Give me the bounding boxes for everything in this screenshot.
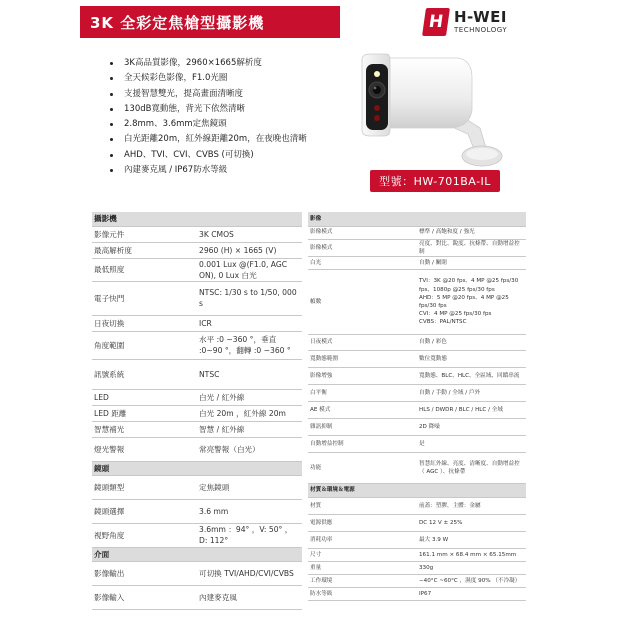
spec-row — [92, 405, 302, 421]
spec-value — [417, 418, 526, 435]
spec-row — [308, 239, 526, 256]
spec-value-line: TVI：3K @20 fps、4 MP @25 fps/30 fps、1080p @25 fps/30 fps — [419, 278, 519, 293]
spec-value — [417, 367, 526, 384]
spec-row — [92, 258, 302, 281]
spec-value: NTSC — [197, 359, 302, 389]
spec-value-line: 2D 降噪 — [419, 423, 440, 430]
spec-value — [417, 226, 526, 239]
spec-label: LED 距離 — [92, 405, 197, 421]
spec-label: 影像輸出 — [92, 561, 197, 585]
spec-label: 影像模式 — [308, 239, 417, 256]
spec-row — [92, 437, 302, 461]
spec-label: 消耗功率 — [308, 531, 417, 548]
feature-item: 130dB寬動態，背光下依然清晰 — [110, 102, 307, 117]
spec-value-line: 自動 / 關閉 — [419, 259, 447, 266]
spec-value: 常亮警報（白光） — [197, 437, 302, 461]
spec-value-line: 最大 3.9 W — [419, 536, 449, 543]
spec-value — [417, 574, 526, 587]
spec-table-left — [92, 212, 302, 610]
spec-value — [417, 587, 526, 600]
spec-row — [308, 334, 526, 350]
spec-value-line: 前蓋：塑膠，主體：金屬 — [419, 502, 481, 509]
logo-name: H-WEI — [454, 8, 507, 26]
spec-value: 白光 / 紅外線 — [197, 389, 302, 405]
spec-label: 材質 — [308, 497, 417, 514]
spec-section-header — [92, 212, 302, 226]
spec-label: 寬動態範圍 — [308, 350, 417, 367]
spec-row — [308, 384, 526, 401]
spec-value — [417, 452, 526, 483]
feature-list — [110, 56, 307, 178]
spec-row — [308, 452, 526, 483]
spec-value — [417, 384, 526, 401]
spec-row — [308, 497, 526, 514]
spec-value — [417, 350, 526, 367]
spec-section-header — [308, 483, 526, 497]
model-badge: 型號：HW-701BA-IL — [370, 170, 500, 192]
feature-item: 內建麥克風 / IP67防水等級 — [110, 163, 307, 178]
spec-value: 2960 (H) × 1665 (V) — [197, 242, 302, 258]
feature-item: 3K高品質影像，2960×1665解析度 — [110, 56, 307, 71]
spec-value: 可切換 TVI/AHD/CVI/CVBS — [197, 561, 302, 585]
spec-row — [92, 242, 302, 258]
spec-label: AE 模式 — [308, 401, 417, 418]
spec-value-line: 亮度、對比、銳度、抗條帶、自動增益控制 — [419, 240, 520, 255]
spec-label: 燈光警報 — [92, 437, 197, 461]
spec-value — [417, 561, 526, 574]
spec-label: 日夜模式 — [308, 334, 417, 350]
spec-section-header — [92, 547, 302, 561]
spec-value-line: 數位寬動態 — [419, 355, 447, 362]
product-title: 3K 全彩定焦槍型攝影機 — [80, 6, 340, 38]
spec-label: 最高解析度 — [92, 242, 197, 258]
spec-value-line: CVBS：PAL/NTSC — [419, 318, 467, 325]
spec-label: 影像模式 — [308, 226, 417, 239]
spec-row — [92, 226, 302, 242]
spec-value — [417, 435, 526, 452]
spec-row — [308, 587, 526, 600]
spec-label: 角度範圍 — [92, 331, 197, 359]
spec-value-line: 寬動態、BLC、HLC、全區域、回饋串流 — [419, 372, 520, 379]
spec-value: 0.001 Lux @(F1.0, AGC ON), 0 Lux 白光 — [197, 258, 302, 281]
spec-value: ICR — [197, 315, 302, 331]
spec-row — [92, 281, 302, 315]
spec-label: 白平衡 — [308, 384, 417, 401]
spec-value — [417, 256, 526, 269]
spec-row — [92, 421, 302, 437]
spec-row — [308, 531, 526, 548]
spec-row — [308, 269, 526, 334]
spec-row — [92, 331, 302, 359]
logo-subtitle: TECHNOLOGY — [454, 26, 508, 34]
spec-row — [92, 389, 302, 405]
feature-item: AHD、TVI、CVI、CVBS (可切換) — [110, 148, 307, 163]
spec-value: 3.6mm ：94° ，V: 50° ， D: 112° — [197, 523, 302, 547]
spec-label: 日夜切換 — [92, 315, 197, 331]
spec-label: 尺寸 — [308, 548, 417, 561]
spec-row — [308, 367, 526, 384]
spec-value: 白光 20m ，紅外線 20m — [197, 405, 302, 421]
spec-label: 防水等級 — [308, 587, 417, 600]
spec-value — [417, 531, 526, 548]
spec-value-line: 330g — [419, 564, 434, 571]
spec-value-line: DC 12 V ± 25% — [419, 519, 463, 526]
spec-row — [92, 561, 302, 585]
spec-label: 影像輸入 — [92, 585, 197, 609]
spec-label: 最低照度 — [92, 258, 197, 281]
spec-row — [308, 401, 526, 418]
spec-value: 3.6 mm — [197, 499, 302, 523]
spec-label: 雜訊抑制 — [308, 418, 417, 435]
spec-table-right — [308, 212, 526, 601]
spec-row — [308, 514, 526, 531]
spec-value: 定焦鏡頭 — [197, 475, 302, 499]
spec-row — [92, 359, 302, 389]
spec-label: 幀數 — [308, 269, 417, 334]
spec-section-header — [92, 461, 302, 475]
spec-row — [308, 256, 526, 269]
spec-value: 內建麥克風 — [197, 585, 302, 609]
spec-value-line: （ AGC ）、抗條帶 — [419, 468, 466, 475]
spec-label: 鏡頭選擇 — [92, 499, 197, 523]
spec-row — [308, 418, 526, 435]
spec-label: LED — [92, 389, 197, 405]
feature-item: 2.8mm、3.6mm定焦鏡頭 — [110, 117, 307, 132]
spec-row — [308, 561, 526, 574]
spec-row — [92, 475, 302, 499]
logo-text — [454, 10, 507, 34]
spec-value — [417, 334, 526, 350]
section-title: 影像 — [308, 212, 526, 226]
camera-image — [340, 44, 520, 168]
spec-label: 訊號系統 — [92, 359, 197, 389]
brand-logo — [424, 6, 524, 38]
spec-value: 智慧 / 紅外線 — [197, 421, 302, 437]
spec-row — [92, 585, 302, 609]
spec-value — [417, 239, 526, 256]
spec-value: NTSC: 1/30 s to 1/50, 000 s — [197, 281, 302, 315]
spec-label: 電源供應 — [308, 514, 417, 531]
spec-value-line: 智慧紅外線、亮度、清晰度、自動增益控 — [419, 460, 520, 467]
spec-value-line: 是 — [419, 440, 425, 447]
spec-value — [417, 401, 526, 418]
spec-row — [92, 315, 302, 331]
spec-value-line: 自動 / 彩色 — [419, 339, 447, 346]
spec-label: 重量 — [308, 561, 417, 574]
spec-label: 功能 — [308, 452, 417, 483]
spec-row — [308, 226, 526, 239]
feature-item: 白光距離20m，紅外線距離20m，在夜晚也清晰 — [110, 132, 307, 147]
spec-row — [92, 499, 302, 523]
spec-label: 自動增益控制 — [308, 435, 417, 452]
spec-value-line: 自動 / 手動 / 全域 / 戶外 — [419, 389, 481, 396]
spec-row — [308, 350, 526, 367]
spec-value-line: −40°C ~60°C ，濕度 90% （不冷凝） — [419, 577, 521, 584]
spec-value-line: CVI：4 MP @25 fps/30 fps — [419, 310, 492, 317]
spec-value: 3K CMOS — [197, 226, 302, 242]
spec-label: 工作環境 — [308, 574, 417, 587]
section-title: 鏡頭 — [92, 461, 302, 475]
spec-value: 水平 :0 ~360 °，垂直 :0~90 °，翻轉 :0 ~360 ° — [197, 331, 302, 359]
spec-label: 白光 — [308, 256, 417, 269]
spec-value — [417, 269, 526, 334]
spec-label: 影像元件 — [92, 226, 197, 242]
section-title: 攝影機 — [92, 212, 302, 226]
feature-item: 全天候彩色影像，F1.0光圈 — [110, 71, 307, 86]
spec-label: 影像增強 — [308, 367, 417, 384]
spec-row — [92, 523, 302, 547]
spec-row — [308, 574, 526, 587]
feature-item: 支援智慧雙光，提高畫面清晰度 — [110, 87, 307, 102]
spec-section-header — [308, 212, 526, 226]
spec-value — [417, 497, 526, 514]
spec-label: 智慧補光 — [92, 421, 197, 437]
spec-row — [308, 435, 526, 452]
spec-label: 電子快門 — [92, 281, 197, 315]
section-title: 介面 — [92, 547, 302, 561]
spec-value-line: AHD：5 MP @20 fps、4 MP @25 fps/30 fps — [419, 294, 509, 309]
spec-value-line: HLS / DWDR / BLC / HLC / 全域 — [419, 406, 503, 413]
spec-label: 視野角度 — [92, 523, 197, 547]
spec-value-line: 161.1 mm × 68.4 mm × 65.15mm — [419, 551, 517, 558]
section-title: 材質＆環境＆電源 — [308, 483, 526, 497]
spec-value-line: 標準 / 高飽和度 / 強光 — [419, 229, 475, 236]
spec-value — [417, 514, 526, 531]
logo-mark-icon: H — [422, 8, 450, 36]
spec-row — [308, 548, 526, 561]
spec-value — [417, 548, 526, 561]
spec-label: 鏡頭類型 — [92, 475, 197, 499]
spec-value-line: IP67 — [419, 590, 432, 597]
